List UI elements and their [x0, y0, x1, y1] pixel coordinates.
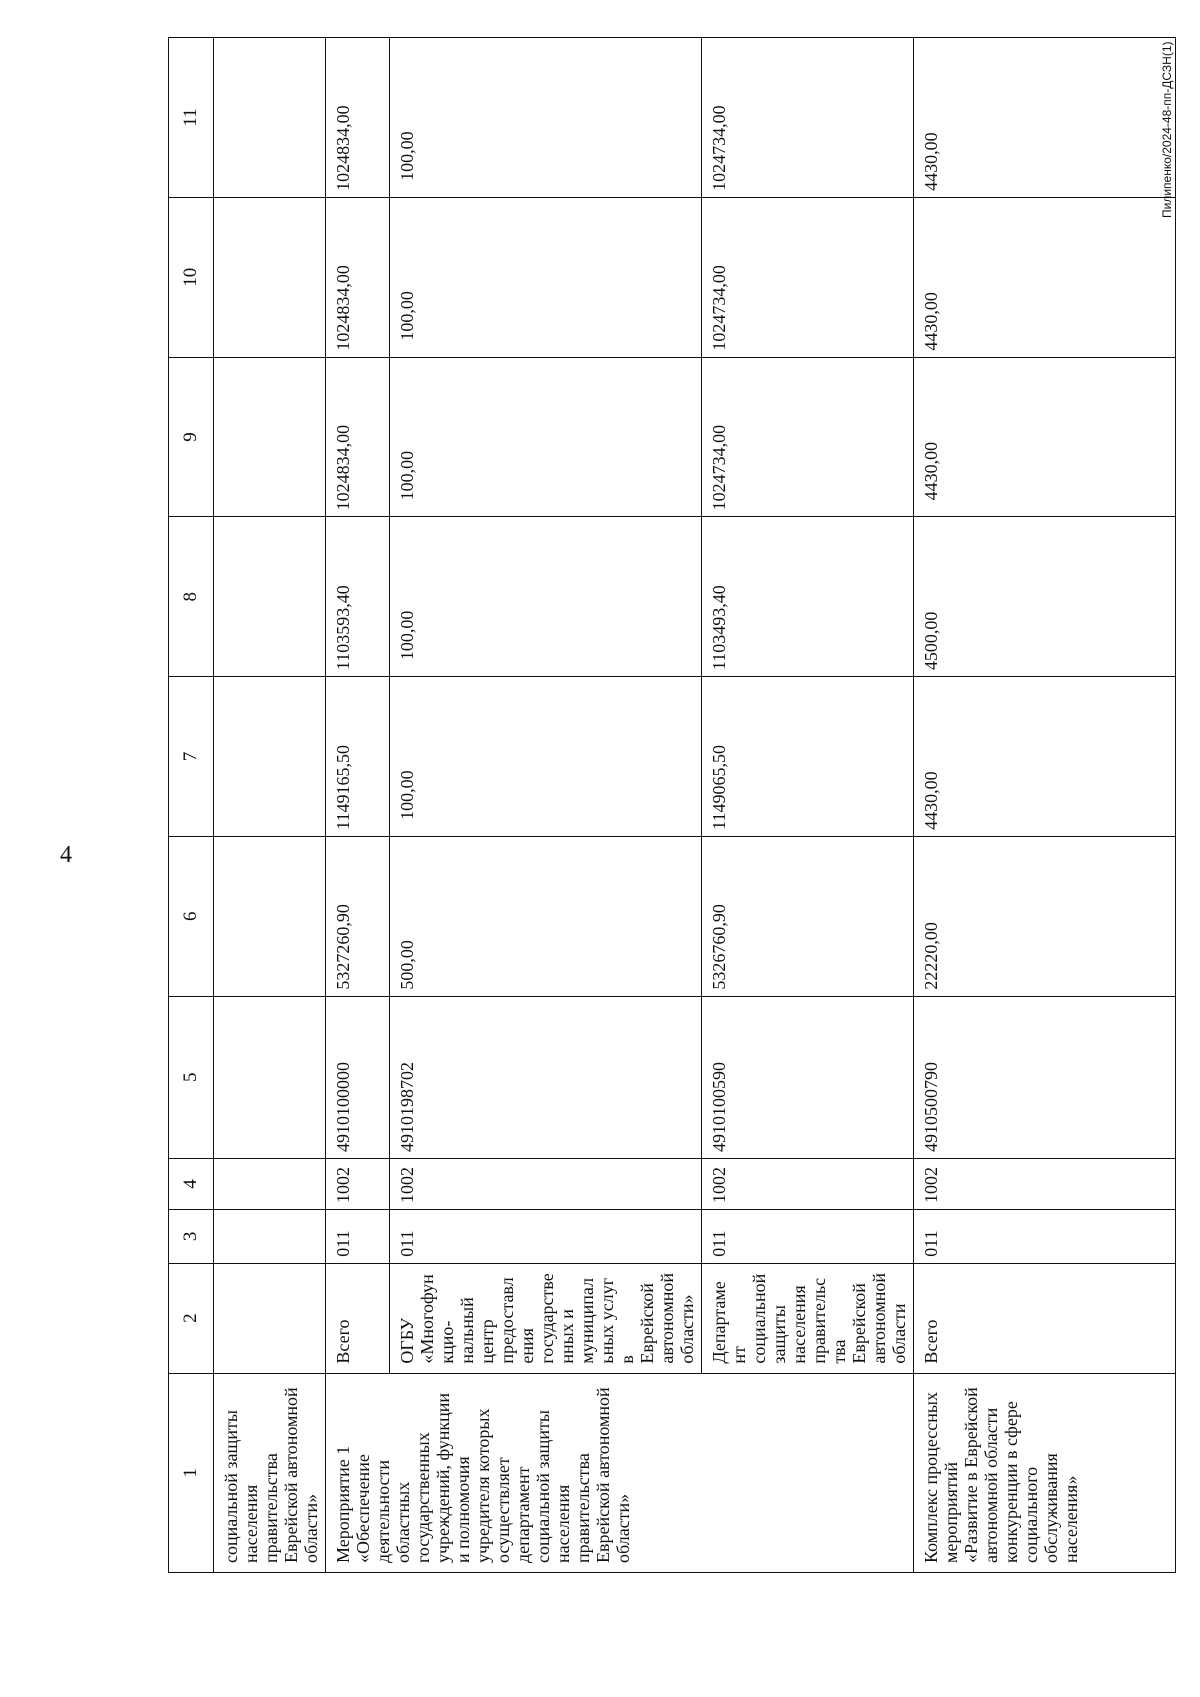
program-name-cell: социальной защиты населения правительства Еврейской автономной области»: [214, 1373, 326, 1572]
target-code-cell: 4910500790: [914, 996, 1176, 1158]
value-cell: 22220,00: [914, 836, 1176, 996]
table-row: [214, 38, 326, 1573]
table-row: [326, 38, 390, 1573]
target-code-cell: 4910100590: [702, 996, 914, 1158]
table-row: [914, 38, 1176, 1573]
value-cell: 1024734,00: [702, 357, 914, 517]
value-cell: 5327260,90: [326, 836, 390, 996]
section-code-cell: 1002: [390, 1158, 702, 1209]
value-cell: 100,00: [390, 357, 702, 517]
value-cell: 1024734,00: [702, 197, 914, 357]
header-cell: 9: [169, 357, 214, 517]
header-cell: 4: [169, 1158, 214, 1209]
header-cell: 11: [169, 38, 214, 198]
table-row: [702, 38, 914, 1573]
header-cell: 3: [169, 1210, 214, 1264]
complex-name-cell: Комплекс процессных мероприятий «Развитие в Еврейской автономной области конкуренции в сфере социального обслуживания населения»: [914, 1373, 1176, 1572]
gr-code-cell: 011: [390, 1210, 702, 1264]
executor-cell: Всего: [914, 1263, 1176, 1373]
header-cell: 10: [169, 197, 214, 357]
gr-code-cell: 011: [914, 1210, 1176, 1264]
section-code-cell: 1002: [326, 1158, 390, 1209]
value-cell: 4430,00: [914, 38, 1176, 198]
header-cell: 7: [169, 677, 214, 837]
page-number: 4: [60, 842, 72, 868]
value-cell: 500,00: [390, 836, 702, 996]
value-cell: 100,00: [390, 677, 702, 837]
value-cell: 4430,00: [914, 197, 1176, 357]
header-cell: 6: [169, 836, 214, 996]
value-cell: 5326760,90: [702, 836, 914, 996]
section-code-cell: 1002: [914, 1158, 1176, 1209]
value-cell: 1103493,40: [702, 517, 914, 677]
measure-name-cell: Мероприятие 1 «Обеспечение деятельности областных государственных учреждений, функции и полномочия учредителя которых осуществляет департамент социальной защиты населения правительства Еврейской автономной области»: [326, 1373, 914, 1572]
value-cell: 4430,00: [914, 677, 1176, 837]
table-row: [390, 38, 702, 1573]
document-code: Пилипенко/2024-48-пп-ДСЗН(1): [1160, 41, 1174, 218]
value-cell: 1149065,50: [702, 677, 914, 837]
target-code-cell: 4910198702: [390, 996, 702, 1158]
value-cell: 100,00: [390, 517, 702, 677]
value-cell: 4500,00: [914, 517, 1176, 677]
value-cell: 1024834,00: [326, 197, 390, 357]
executor-cell: Департамент социальной защиты населения правительства Еврейской автономной области: [702, 1263, 914, 1373]
value-cell: 100,00: [390, 197, 702, 357]
header-cell: 5: [169, 996, 214, 1158]
value-cell: 100,00: [390, 38, 702, 198]
header-cell: 8: [169, 517, 214, 677]
target-code-cell: 4910100000: [326, 996, 390, 1158]
value-cell: 1024834,00: [326, 38, 390, 198]
executor-cell: Всего: [326, 1263, 390, 1373]
value-cell: 4430,00: [914, 357, 1176, 517]
budget-table: [168, 37, 1106, 1573]
gr-code-cell: 011: [326, 1210, 390, 1264]
header-cell: 2: [169, 1263, 214, 1373]
value-cell: 1024734,00: [702, 38, 914, 198]
value-cell: 1024834,00: [326, 357, 390, 517]
gr-code-cell: 011: [702, 1210, 914, 1264]
header-cell: 1: [169, 1373, 214, 1572]
section-code-cell: 1002: [702, 1158, 914, 1209]
value-cell: 1103593,40: [326, 517, 390, 677]
header-row: [169, 38, 214, 1573]
executor-cell: ОГБУ «Многофункцио-нальный центр предоставления государственных и муниципальных услуг в Еврейской автономной области»: [390, 1263, 702, 1373]
value-cell: 1149165,50: [326, 677, 390, 837]
